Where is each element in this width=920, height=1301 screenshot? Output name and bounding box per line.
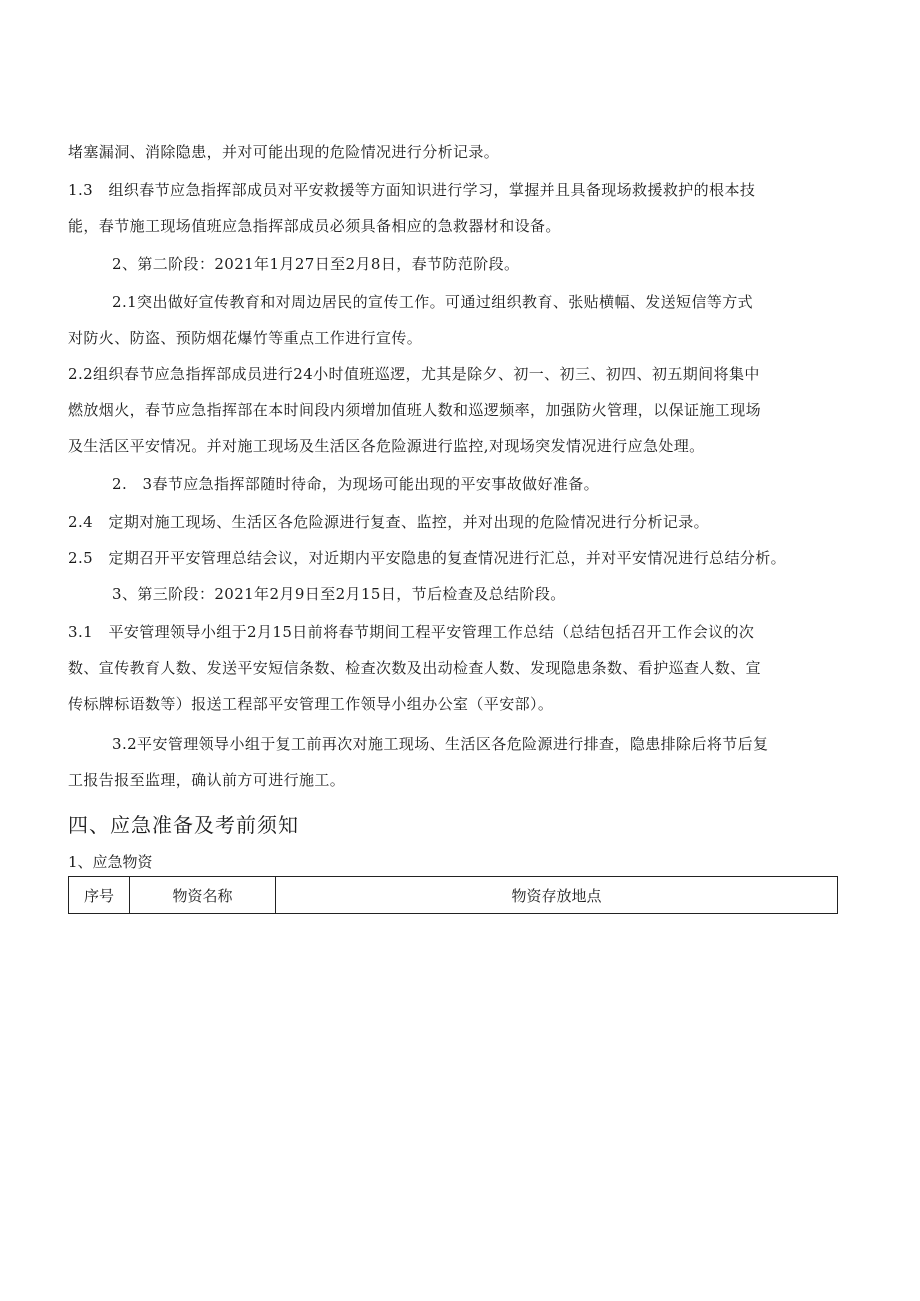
column-header-name: 物资名称: [130, 877, 276, 914]
text-line: 数、宣传教育人数、发送平安短信条数、检查次数及出动检查人数、发现隐患条数、看护巡查人数、宣: [68, 659, 762, 677]
paragraph-stage-2: [68, 246, 840, 282]
column-header-index: 序号: [69, 877, 130, 914]
text-line: 2.1突出做好宣传教育和对周边居民的宣传工作。可通过组织教育、张贴横幅、发送短信等方式: [112, 293, 754, 311]
paragraph-3-1: [68, 614, 840, 722]
text-line: 2、第二阶段：2021年1月27日至2月8日，春节防范阶段。: [112, 255, 520, 273]
text-line: 工报告报至监理，确认前方可进行施工。: [68, 771, 346, 789]
text-line: 3、第三阶段：2021年2月9日至2月15日，节后检查及总结阶段。: [112, 585, 566, 603]
paragraph-1-2-end: [68, 134, 840, 170]
paragraph-2-3: [68, 466, 840, 502]
text-line: 2.2组织春节应急指挥部成员进行24小时值班巡逻，尤其是除夕、初一、初三、初四、初五期间将集中: [68, 365, 760, 383]
paragraph-2-5: [68, 540, 840, 576]
section-heading: 四、应急准备及考前须知: [68, 813, 299, 837]
table-header-row: [69, 877, 838, 914]
text-line: 2. 3春节应急指挥部随时待命，为现场可能出现的平安事故做好准备。: [112, 475, 600, 493]
text-line: 2.4 定期对施工现场、生活区各危险源进行复查、监控，并对出现的危险情况进行分析记录。: [68, 513, 710, 531]
column-header-location: 物资存放地点: [276, 877, 838, 914]
emergency-supplies-table: [68, 876, 838, 914]
paragraph-2-4: [68, 504, 840, 540]
text-line: 1.3 组织春节应急指挥部成员对平安救援等方面知识进行学习，掌握并且具备现场救援救护的根本技: [68, 181, 756, 199]
paragraph-3-2: [68, 726, 840, 798]
paragraph-1-3: [68, 172, 840, 244]
paragraph-stage-3: [68, 576, 840, 612]
text-line: 能，春节施工现场值班应急指挥部成员必须具备相应的急救器材和设备。: [68, 217, 561, 235]
text-line: 对防火、防盗、预防烟花爆竹等重点工作进行宣传。: [68, 329, 423, 347]
text-line: 传标牌标语数等）报送工程部平安管理工作领导小组办公室（平安部）。: [68, 695, 554, 713]
text-line: 及生活区平安情况。并对施工现场及生活区各危险源进行监控,对现场突发情况进行应急处理。: [68, 437, 705, 455]
text-line: 3.1 平安管理领导小组于2月15日前将春节期间工程平安管理工作总结（总结包括召开工作会议的次: [68, 623, 755, 641]
text-line: 3.2平安管理领导小组于复工前再次对施工现场、生活区各危险源进行排查，隐患排除后将节后复: [112, 735, 769, 753]
text-line: 2.5 定期召开平安管理总结会议，对近期内平安隐患的复查情况进行汇总，并对平安情况进行总结分析。: [68, 549, 787, 567]
text-line: 燃放烟火，春节应急指挥部在本时间段内须增加值班人数和巡逻频率，加强防火管理，以保证施工现场: [68, 401, 762, 419]
paragraph-2-2: [68, 356, 840, 464]
text-line: 堵塞漏洞、消除隐患，并对可能出现的危险情况进行分析记录。: [68, 143, 500, 161]
paragraph-2-1: [68, 284, 840, 356]
subsection-heading: 1、应急物资: [68, 853, 153, 871]
